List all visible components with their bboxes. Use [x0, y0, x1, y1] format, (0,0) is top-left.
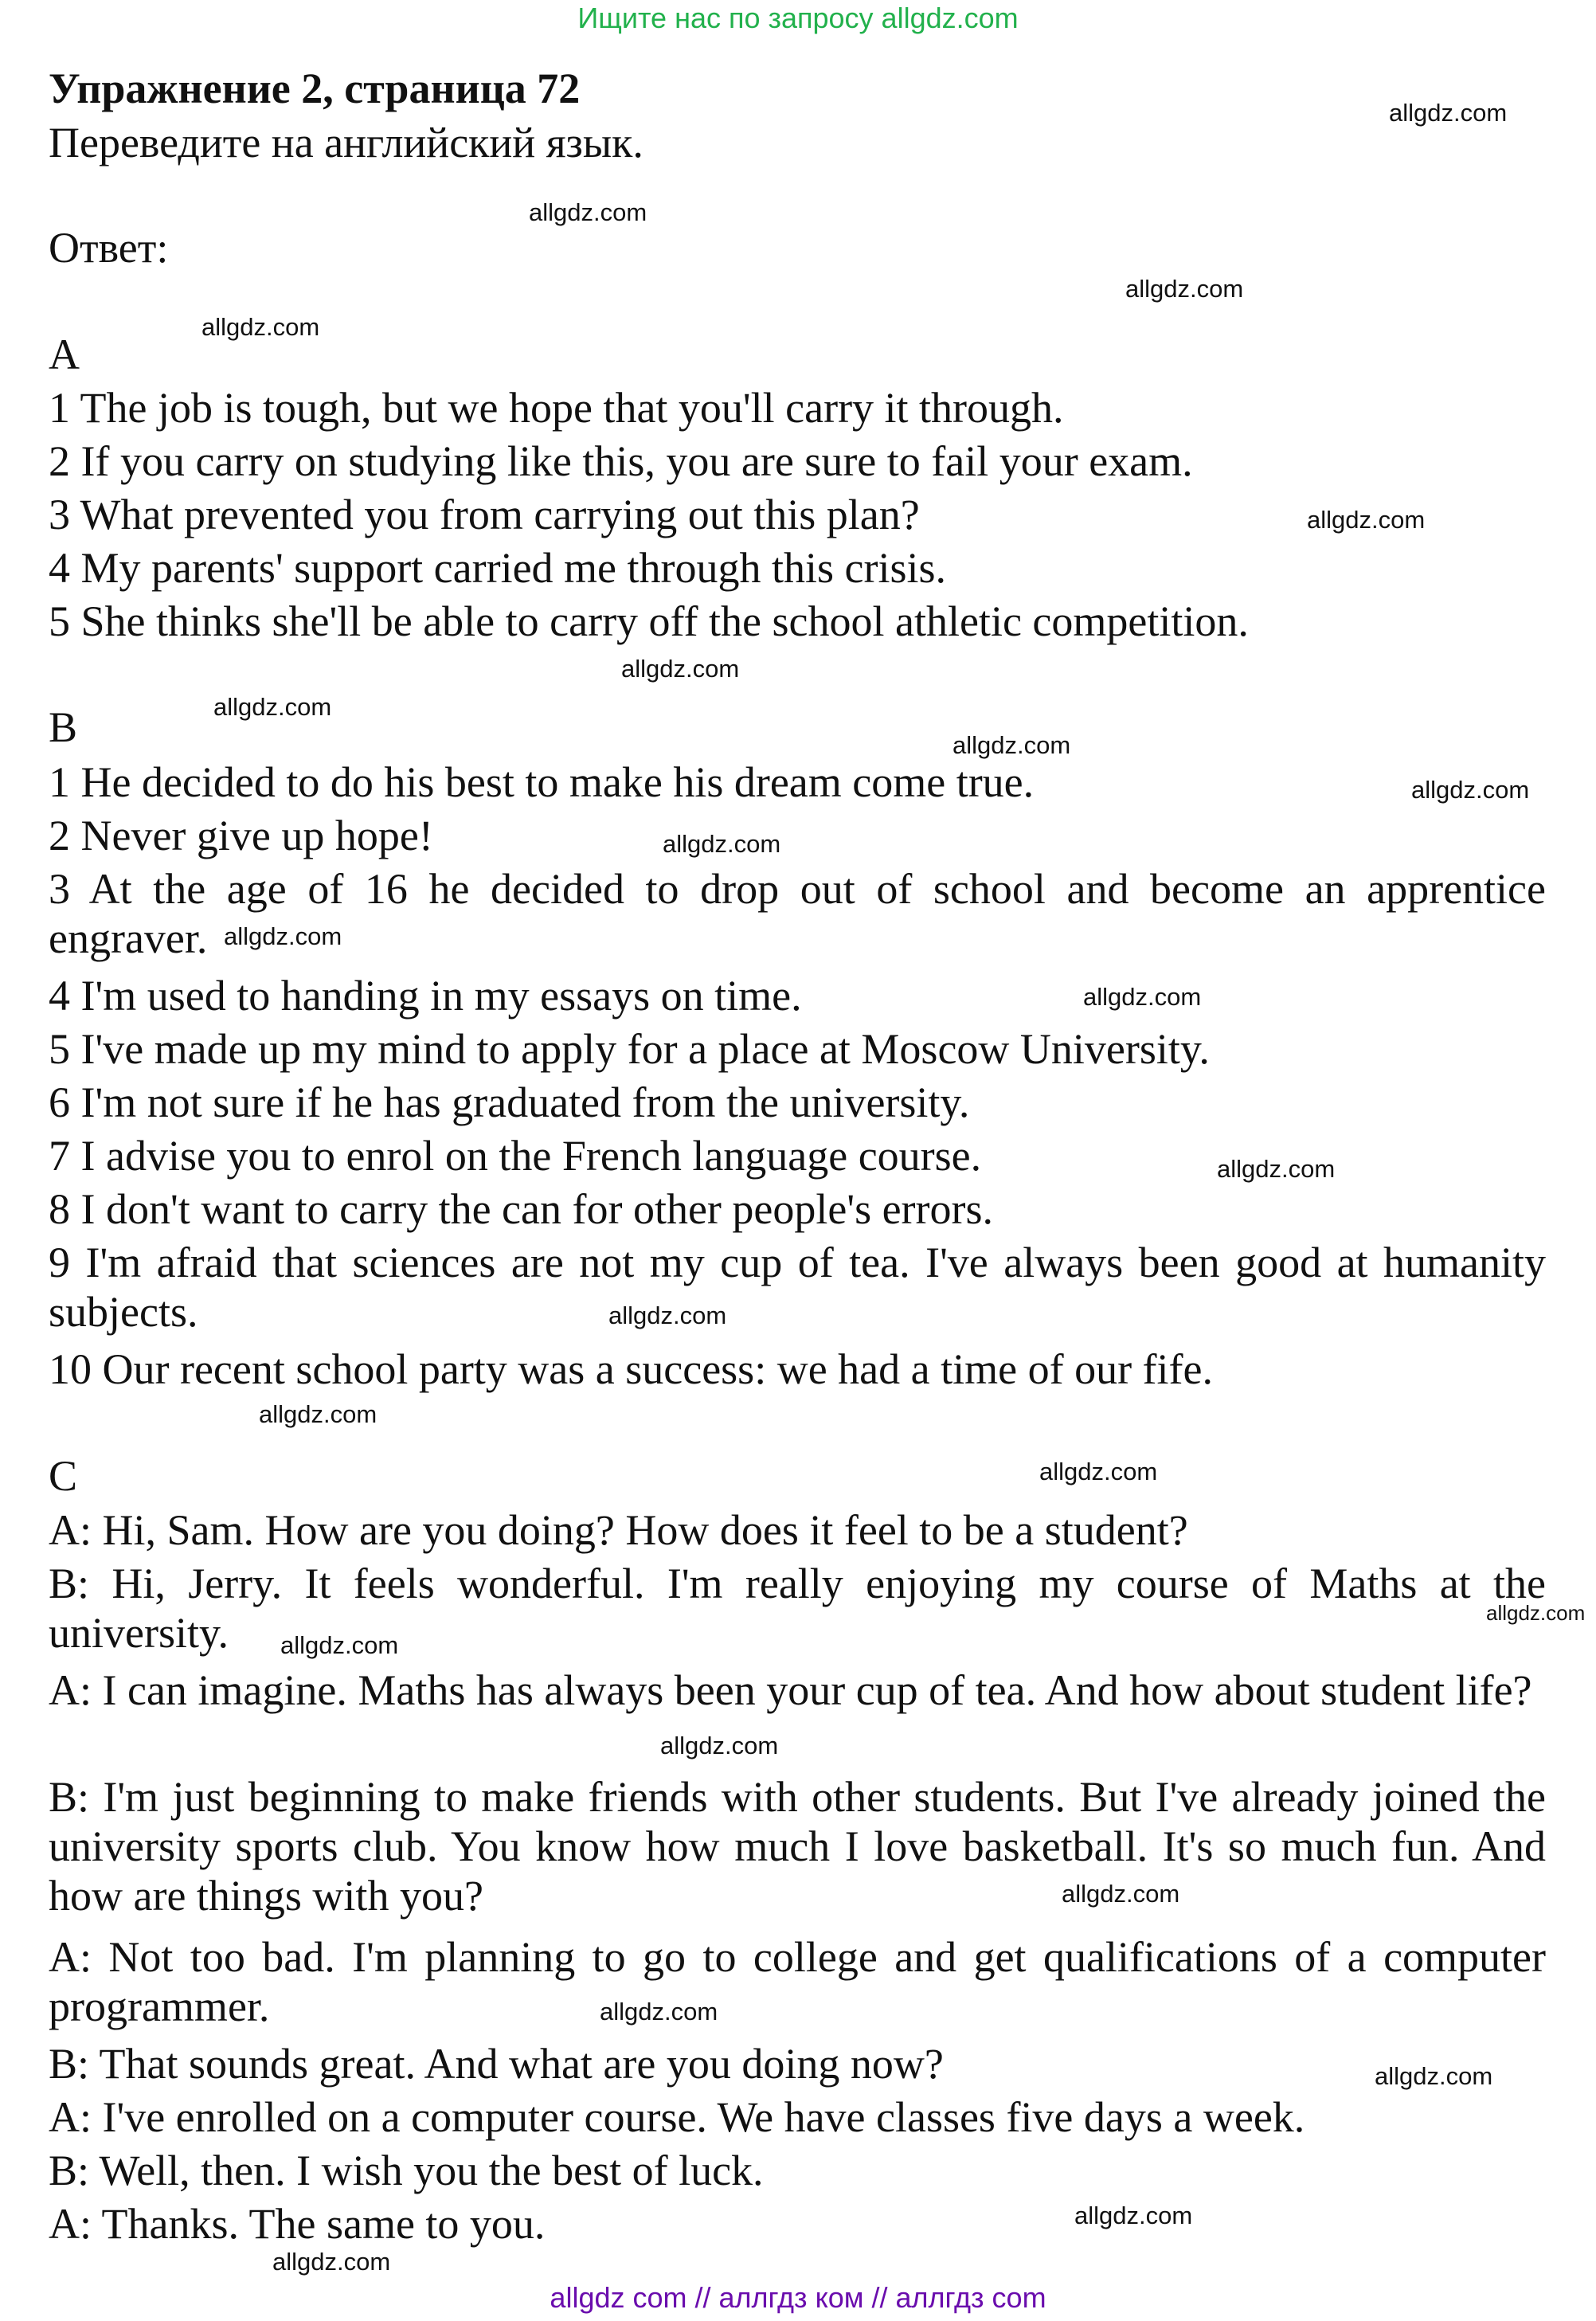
- watermark: allgdz.com: [608, 1301, 727, 1329]
- watermark: allgdz.com: [660, 1732, 779, 1759]
- watermark: allgdz.com: [1411, 776, 1530, 804]
- watermark: allgdz.com: [529, 198, 647, 226]
- section-b-letter: B: [49, 703, 78, 751]
- exercise-title: Упражнение 2, страница 72: [49, 65, 581, 112]
- watermark: allgdz.com: [663, 830, 781, 858]
- dialogue-line: B: That sounds great. And what are you doing now?: [49, 2040, 944, 2088]
- watermark: allgdz.com: [1307, 506, 1426, 534]
- section-b-item: 6 I'm not sure if he has graduated from the university.: [49, 1078, 970, 1126]
- section-a-item: 3 What prevented you from carrying out this plan?: [49, 491, 920, 538]
- top-banner[interactable]: Ищите нас по запросу allgdz.com: [577, 2, 1019, 34]
- watermark: allgdz.com: [224, 922, 342, 950]
- watermark: allgdz.com: [213, 693, 332, 721]
- dialogue-line: B: Well, then. I wish you the best of luck.: [49, 2147, 764, 2194]
- watermark: allgdz.com: [1074, 2202, 1193, 2229]
- section-b-item: 2 Never give up hope!: [49, 812, 433, 859]
- section-b-item: 7 I advise you to enrol on the French language course.: [49, 1132, 982, 1180]
- watermark: allgdz.com: [1486, 1601, 1586, 1625]
- dialogue-line: B: I'm just beginning to make friends with other students. But I've already joined the university sports club. You know how much I love basketball. It's so much fun. And how are things with you?: [49, 1773, 1546, 1920]
- section-b-item: 5 I've made up my mind to apply for a place at Moscow University.: [49, 1025, 1210, 1073]
- dialogue-line: A: I can imagine. Maths has always been your cup of tea. And how about student life?: [49, 1666, 1532, 1714]
- section-a-item: 5 She thinks she'll be able to carry off the school athletic competition.: [49, 597, 1249, 645]
- watermark: allgdz.com: [600, 1998, 718, 2025]
- watermark: allgdz.com: [280, 1631, 399, 1659]
- bottom-banner[interactable]: allgdz com // аллгдз ком // аллгдз com: [550, 2281, 1046, 2314]
- section-b-item: 3 At the age of 16 he decided to drop out of school and become an apprentice engraver.: [49, 865, 1546, 962]
- section-c-letter: C: [49, 1452, 78, 1500]
- watermark: allgdz.com: [272, 2248, 391, 2276]
- section-b-item: 4 I'm used to handing in my essays on time.: [49, 972, 802, 1020]
- section-a-item: 4 My parents' support carried me through this crisis.: [49, 544, 947, 592]
- watermark: allgdz.com: [621, 655, 740, 683]
- dialogue-line: A: Hi, Sam. How are you doing? How does it feel to be a student?: [49, 1506, 1188, 1554]
- instruction-text: Переведите на английский язык.: [49, 119, 643, 166]
- watermark: allgdz.com: [1083, 983, 1202, 1011]
- watermark: allgdz.com: [201, 313, 320, 341]
- watermark: allgdz.com: [1217, 1155, 1336, 1183]
- dialogue-line: A: Not too bad. I'm planning to go to college and get qualifications of a computer programmer.: [49, 1933, 1546, 2030]
- watermark: allgdz.com: [1389, 99, 1508, 127]
- watermark: allgdz.com: [1039, 1458, 1158, 1485]
- dialogue-line: A: Thanks. The same to you.: [49, 2200, 546, 2248]
- watermark: allgdz.com: [1062, 1880, 1180, 1908]
- section-a-item: 2 If you carry on studying like this, you are sure to fail your exam.: [49, 437, 1193, 485]
- dialogue-line: A: I've enrolled on a computer course. We have classes five days a week.: [49, 2093, 1305, 2141]
- section-b-item: 8 I don't want to carry the can for other people's errors.: [49, 1185, 994, 1233]
- section-b-item: 1 He decided to do his best to make his dream come true.: [49, 758, 1035, 806]
- watermark: allgdz.com: [1125, 275, 1244, 303]
- section-b-item: 9 I'm afraid that sciences are not my cup of tea. I've always been good at humanity subjects.: [49, 1239, 1546, 1336]
- section-a-letter: A: [49, 331, 80, 378]
- section-a-item: 1 The job is tough, but we hope that you'll carry it through.: [49, 384, 1064, 432]
- answer-label: Ответ:: [49, 224, 169, 272]
- watermark: allgdz.com: [953, 731, 1071, 759]
- watermark: allgdz.com: [1375, 2062, 1493, 2090]
- section-b-item: 10 Our recent school party was a success: we had a time of our fife.: [49, 1345, 1213, 1393]
- dialogue-line: B: Hi, Jerry. It feels wonderful. I'm really enjoying my course of Maths at the university.: [49, 1560, 1546, 1657]
- watermark: allgdz.com: [259, 1400, 377, 1428]
